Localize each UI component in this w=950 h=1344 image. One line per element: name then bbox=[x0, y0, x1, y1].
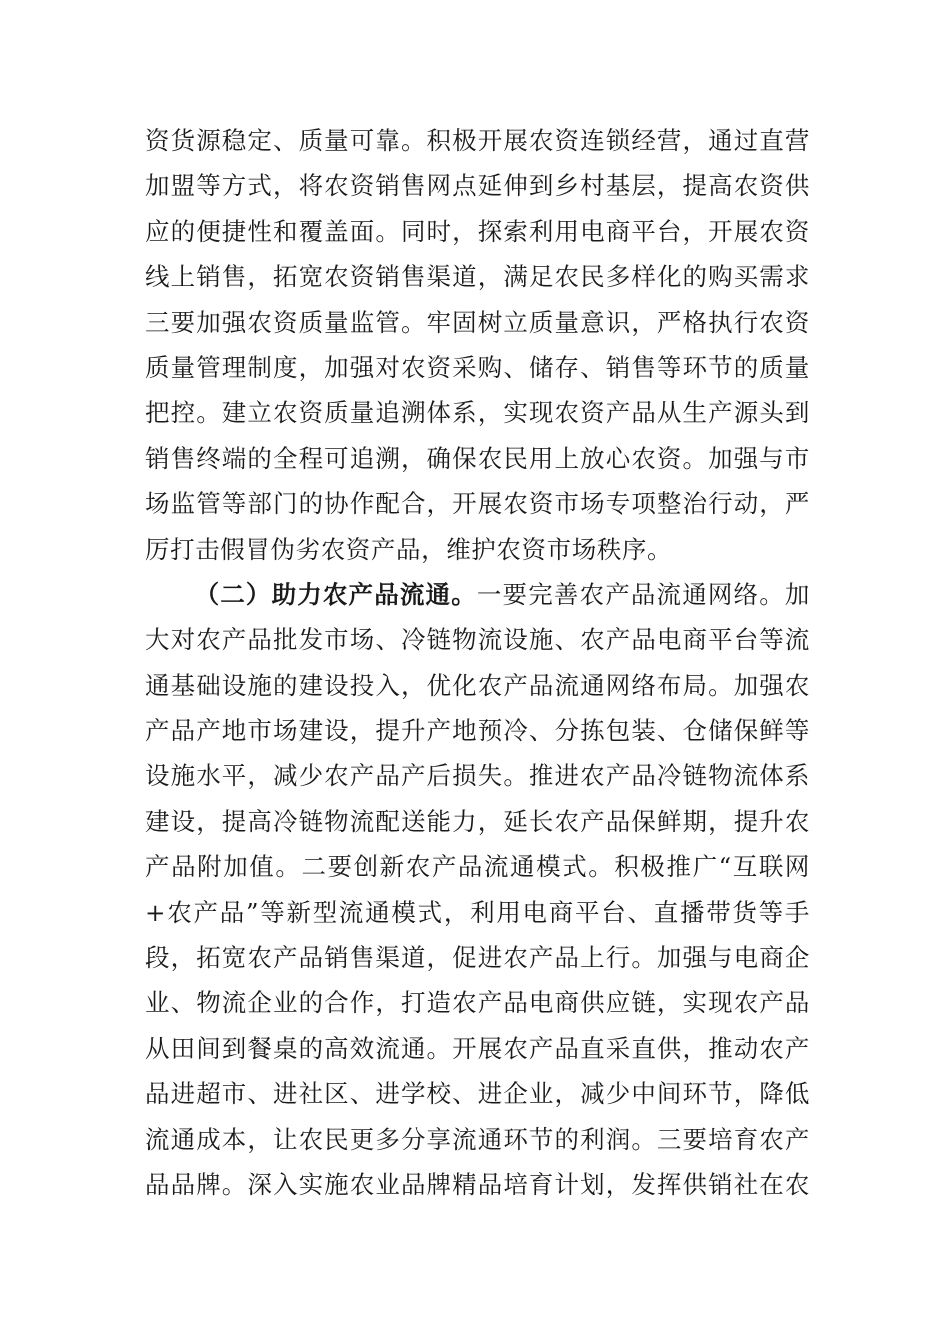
text-line: 品进超市、进社区、进学校、进企业，减少中间环节，降低 bbox=[145, 1079, 810, 1109]
text-line: 业、物流企业的合作，打造农产品电商供应链，实现农产品 bbox=[145, 988, 810, 1018]
text-line: +农产品”等新型流通模式，利用电商平台、直播带货等手 bbox=[145, 897, 810, 927]
text-line: 销售终端的全程可追溯，确保农民用上放心农资。加强与市 bbox=[145, 443, 810, 473]
text-line: 产品附加值。二要创新农产品流通模式。积极推广“互联网 bbox=[145, 852, 810, 882]
text-line: 从田间到餐桌的高效流通。开展农产品直采直供，推动农产 bbox=[145, 1033, 810, 1063]
text-line: 通基础设施的建设投入，优化农产品流通网络布局。加强农 bbox=[145, 670, 810, 700]
text-line: 品品牌。深入实施农业品牌精品培育计划，发挥供销社在农 bbox=[145, 1169, 810, 1199]
text-line: 设施水平，减少农产品产后损失。推进农产品冷链物流体系 bbox=[145, 761, 810, 791]
section-first-line bbox=[145, 572, 810, 617]
text-line: 三要加强农资质量监管。牢固树立质量意识，严格执行农资 bbox=[145, 307, 810, 337]
text-line: 场监管等部门的协作配合，开展农资市场专项整治行动，严 bbox=[145, 489, 810, 519]
text-line: 建设，提高冷链物流配送能力，延长农产品保鲜期，提升农 bbox=[145, 806, 810, 836]
text-line: 线上销售，拓宽农资销售渠道，满足农民多样化的购买需求 bbox=[145, 262, 810, 292]
section-first-line-text: 一要完善农产品流通网络。加 bbox=[476, 579, 810, 609]
text-line: 大对农产品批发市场、冷链物流设施、农产品电商平台等流 bbox=[145, 625, 810, 655]
text-line: 资货源稳定、质量可靠。积极开展农资连锁经营，通过直营 bbox=[145, 126, 810, 155]
text-line: 质量管理制度，加强对农资采购、储存、销售等环节的质量 bbox=[145, 352, 810, 382]
text-line: 厉打击假冒伪劣农资产品，维护农资市场秩序。 bbox=[145, 534, 673, 564]
text-line: 加盟等方式，将农资销售网点延伸到乡村基层，提高农资供 bbox=[145, 171, 810, 201]
text-line: 流通成本，让农民更多分享流通环节的利润。三要培育农产 bbox=[145, 1124, 810, 1154]
section-heading: （二）助力农产品流通。 bbox=[194, 579, 477, 609]
text-line: 把控。建立农资质量追溯体系，实现农资产品从生产源头到 bbox=[145, 398, 810, 428]
text-line: 应的便捷性和覆盖面。同时，探索利用电商平台，开展农资 bbox=[145, 216, 810, 246]
body-text bbox=[145, 118, 810, 1207]
text-line: 段，拓宽农产品销售渠道，促进农产品上行。加强与电商企 bbox=[145, 943, 810, 973]
text-line: 产品产地市场建设，提升产地预冷、分拣包装、仓储保鲜等 bbox=[145, 716, 810, 746]
